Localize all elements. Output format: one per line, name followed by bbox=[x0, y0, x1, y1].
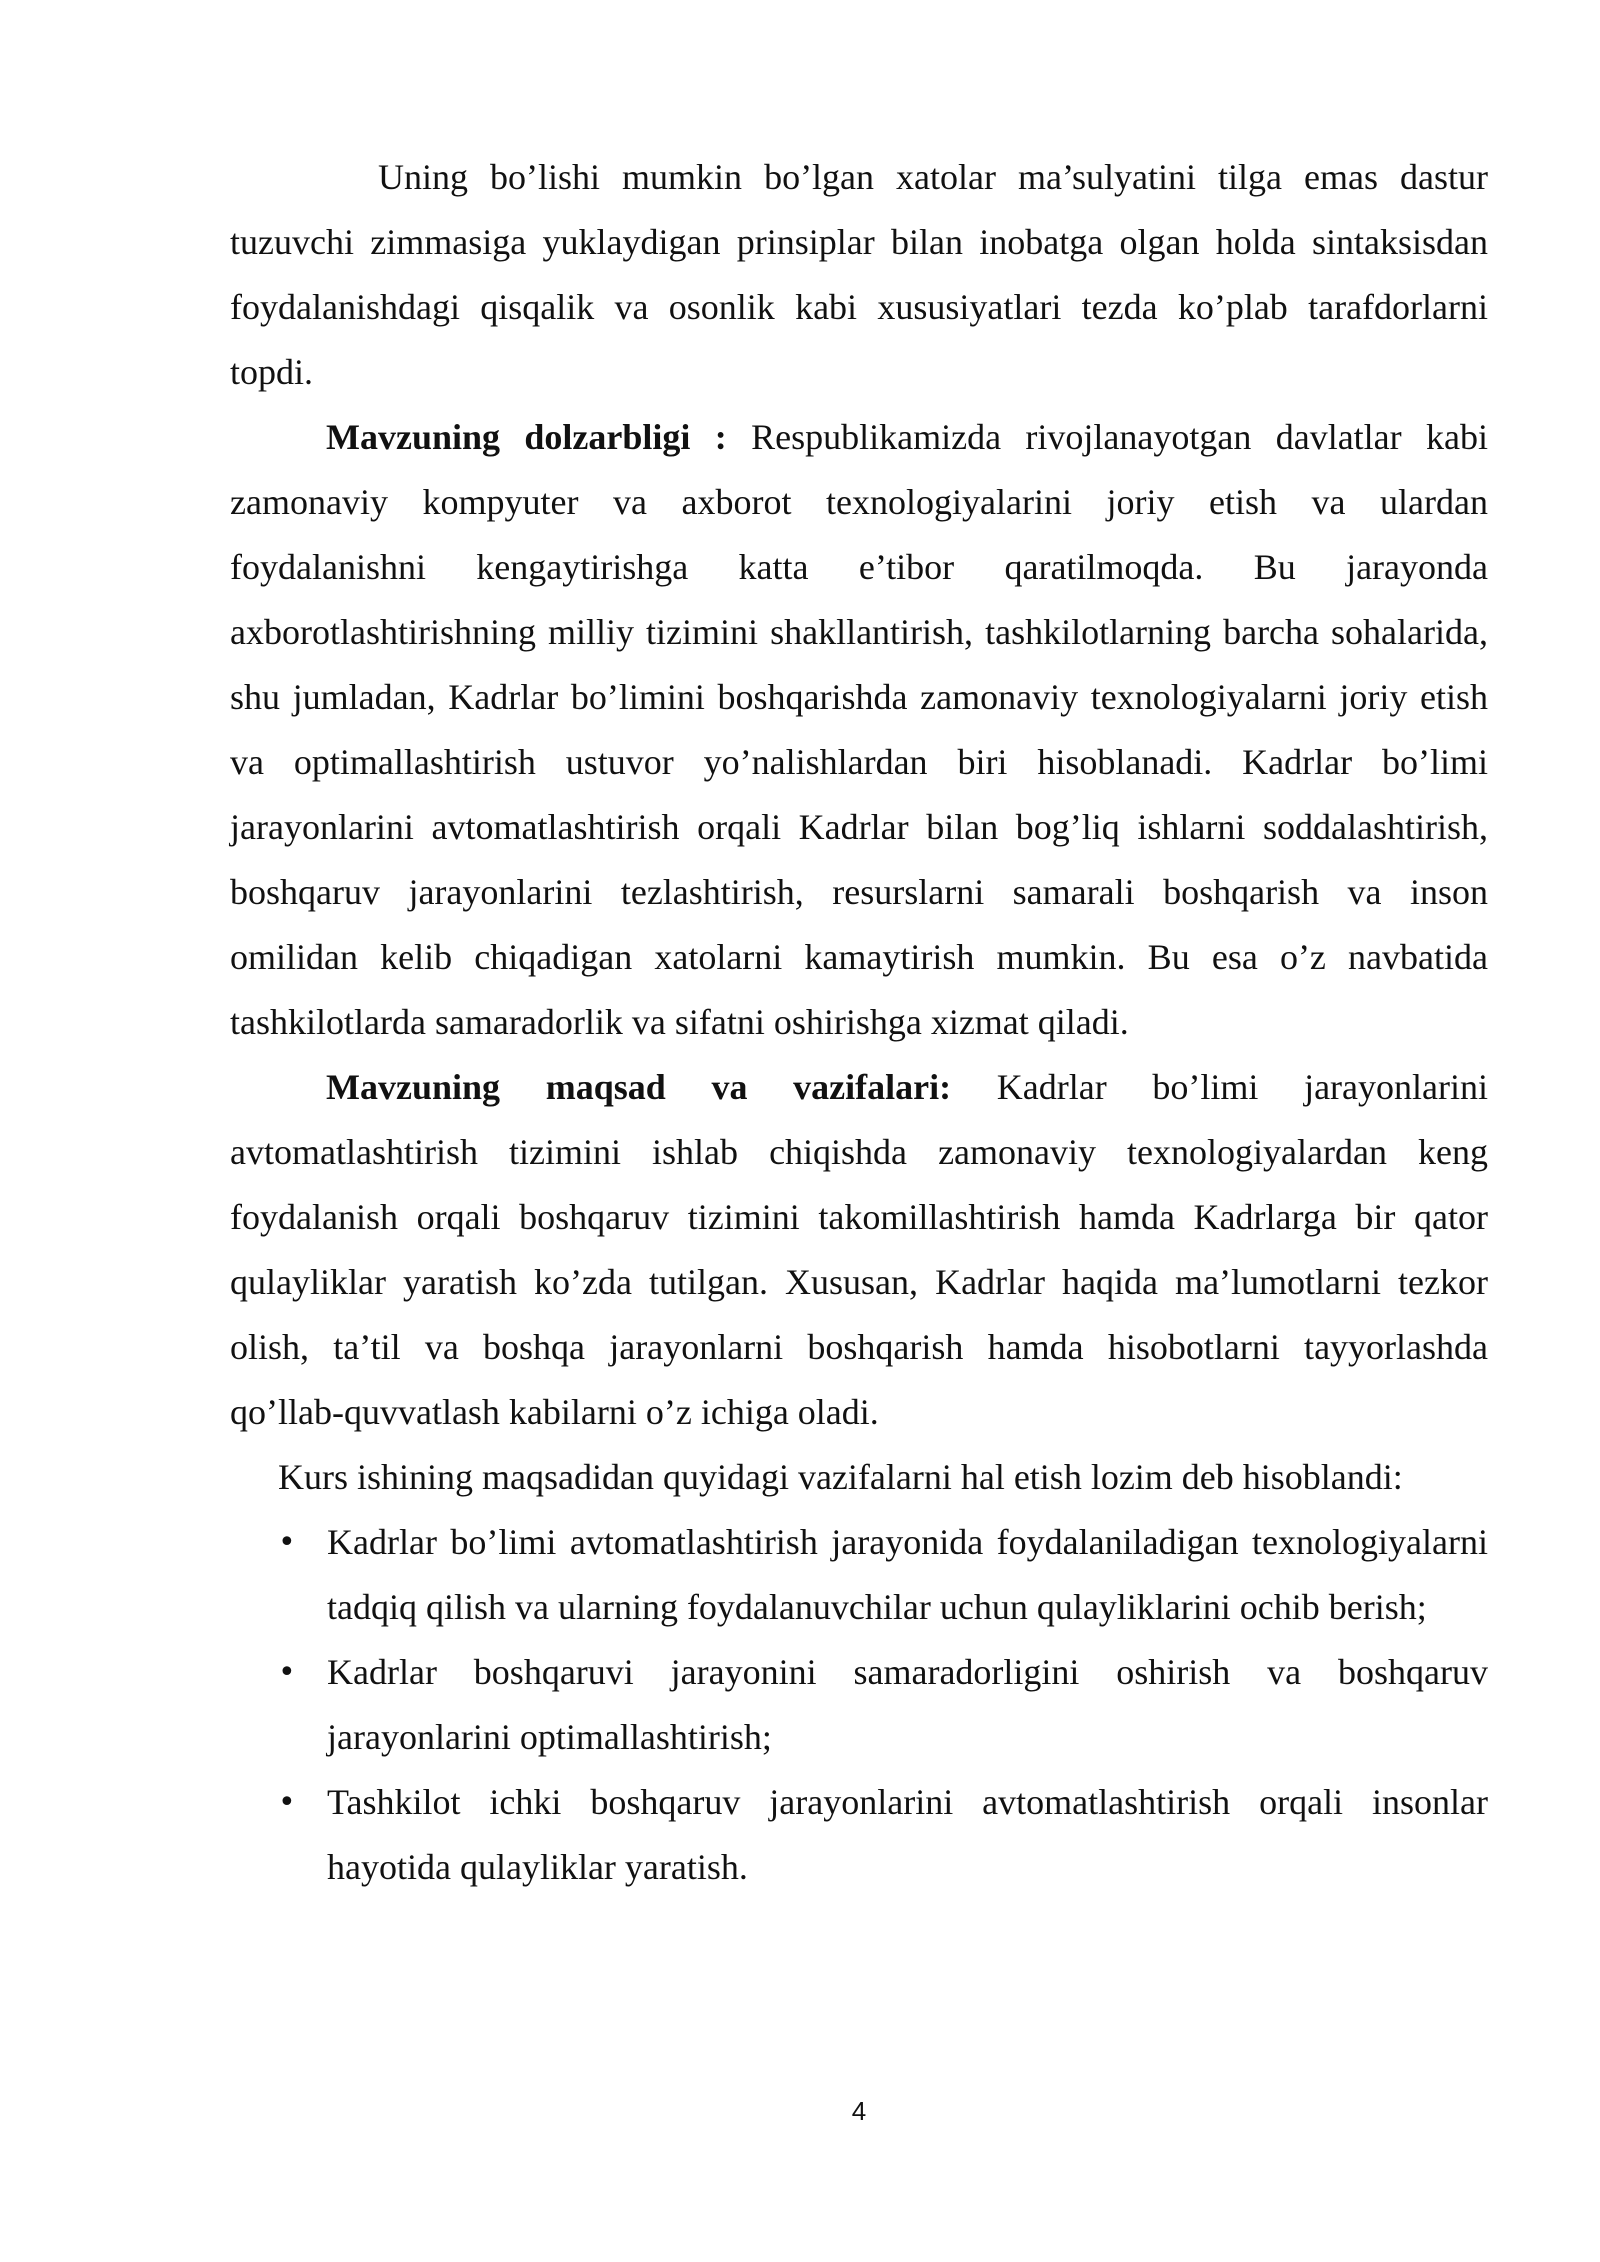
list-item-text: Kadrlar boshqaruvi jarayonini samaradorligini oshirish va boshqaruv jarayonlarini optimallashtirish; bbox=[327, 1652, 1488, 1757]
tasks-intro: Kurs ishining maqsadidan quyidagi vazifalarni hal etish lozim deb hisoblandi: bbox=[278, 1457, 1403, 1497]
list-item bbox=[230, 1510, 1488, 1640]
list-item bbox=[230, 1640, 1488, 1770]
relevance-heading: Mavzuning dolzarbligi : bbox=[326, 417, 727, 457]
list-item-text: Tashkilot ichki boshqaruv jarayonlarini avtomatlashtirish orqali insonlar hayotida qulayliklar yaratish. bbox=[327, 1782, 1488, 1887]
goals-heading: Mavzuning maqsad va vazifalari: bbox=[326, 1067, 952, 1107]
goals-text: Kadrlar bo’limi jarayonlarini avtomatlashtirish tizimini ishlab chiqishda zamonaviy texnologiyalardan keng foydalanish orqali boshqaruv tizimini takomillashtirish hamda Kadrlarga bir qator qulayliklar yaratish ko’zda tutilgan. Xususan, Kadrlar haqida ma’lumotlarni tezkor olish, ta’til va boshqa jarayonlarni boshqarish hamda hisobotlarni tayyorlashda qo’llab-quvvatlash kabilarni o’z ichiga oladi. bbox=[230, 1067, 1488, 1432]
list-item bbox=[230, 1770, 1488, 1900]
bullet-icon: • bbox=[278, 1525, 296, 1560]
list-item-text: Kadrlar bo’limi avtomatlashtirish jarayonida foydalaniladigan texnologiyalarni tadqiq qilish va ularning foydalanuvchilar uchun qulayliklarini ochib berish; bbox=[327, 1522, 1488, 1627]
relevance-text: Respublikamizda rivojlanayotgan davlatlar kabi zamonaviy kompyuter va axborot texnologiyalarini joriy etish va ulardan foydalanishni kengaytirishga katta e’tibor qaratilmoqda. Bu jarayonda axborotlashtirishning milliy tizimini shakllantirish, tashkilotlarning barcha sohalarida, shu jumladan, Kadrlar bo’limini boshqarishda zamonaviy texnologiyalarni joriy etish va optimallashtirish ustuvor yo’nalishlardan biri hisoblanadi. Kadrlar bo’limi jarayonlarini avtomatlashtirish orqali Kadrlar bilan bog’liq ishlarni soddalashtirish, boshqaruv jarayonlarini tezlashtirish, resurslarni samarali boshqarish va inson omilidan kelib chiqadigan xatolarni kamaytirish mumkin. Bu esa o’z navbatida tashkilotlarda samaradorlik va sifatni oshirishga xizmat qiladi. bbox=[230, 417, 1488, 1042]
intro-paragraph: Uning bo’lishi mumkin bo’lgan xatolar ma’sulyatini tilga emas dastur tuzuvchi zimmasiga yuklaydigan prinsiplar bilan inobatga olgan holda sintaksisdan foydalanishdagi qisqalik va osonlik kabi xususiyatlari tezda ko’plab tarafdorlarni topdi. bbox=[230, 157, 1488, 392]
bullet-icon: • bbox=[278, 1655, 296, 1690]
page-content bbox=[230, 145, 1488, 1900]
bullet-icon: • bbox=[278, 1785, 296, 1820]
goals-paragraph bbox=[230, 1055, 1488, 1445]
tasks-list bbox=[230, 1510, 1488, 1900]
page-number: 4 bbox=[851, 2096, 867, 2126]
relevance-paragraph bbox=[230, 405, 1488, 1055]
